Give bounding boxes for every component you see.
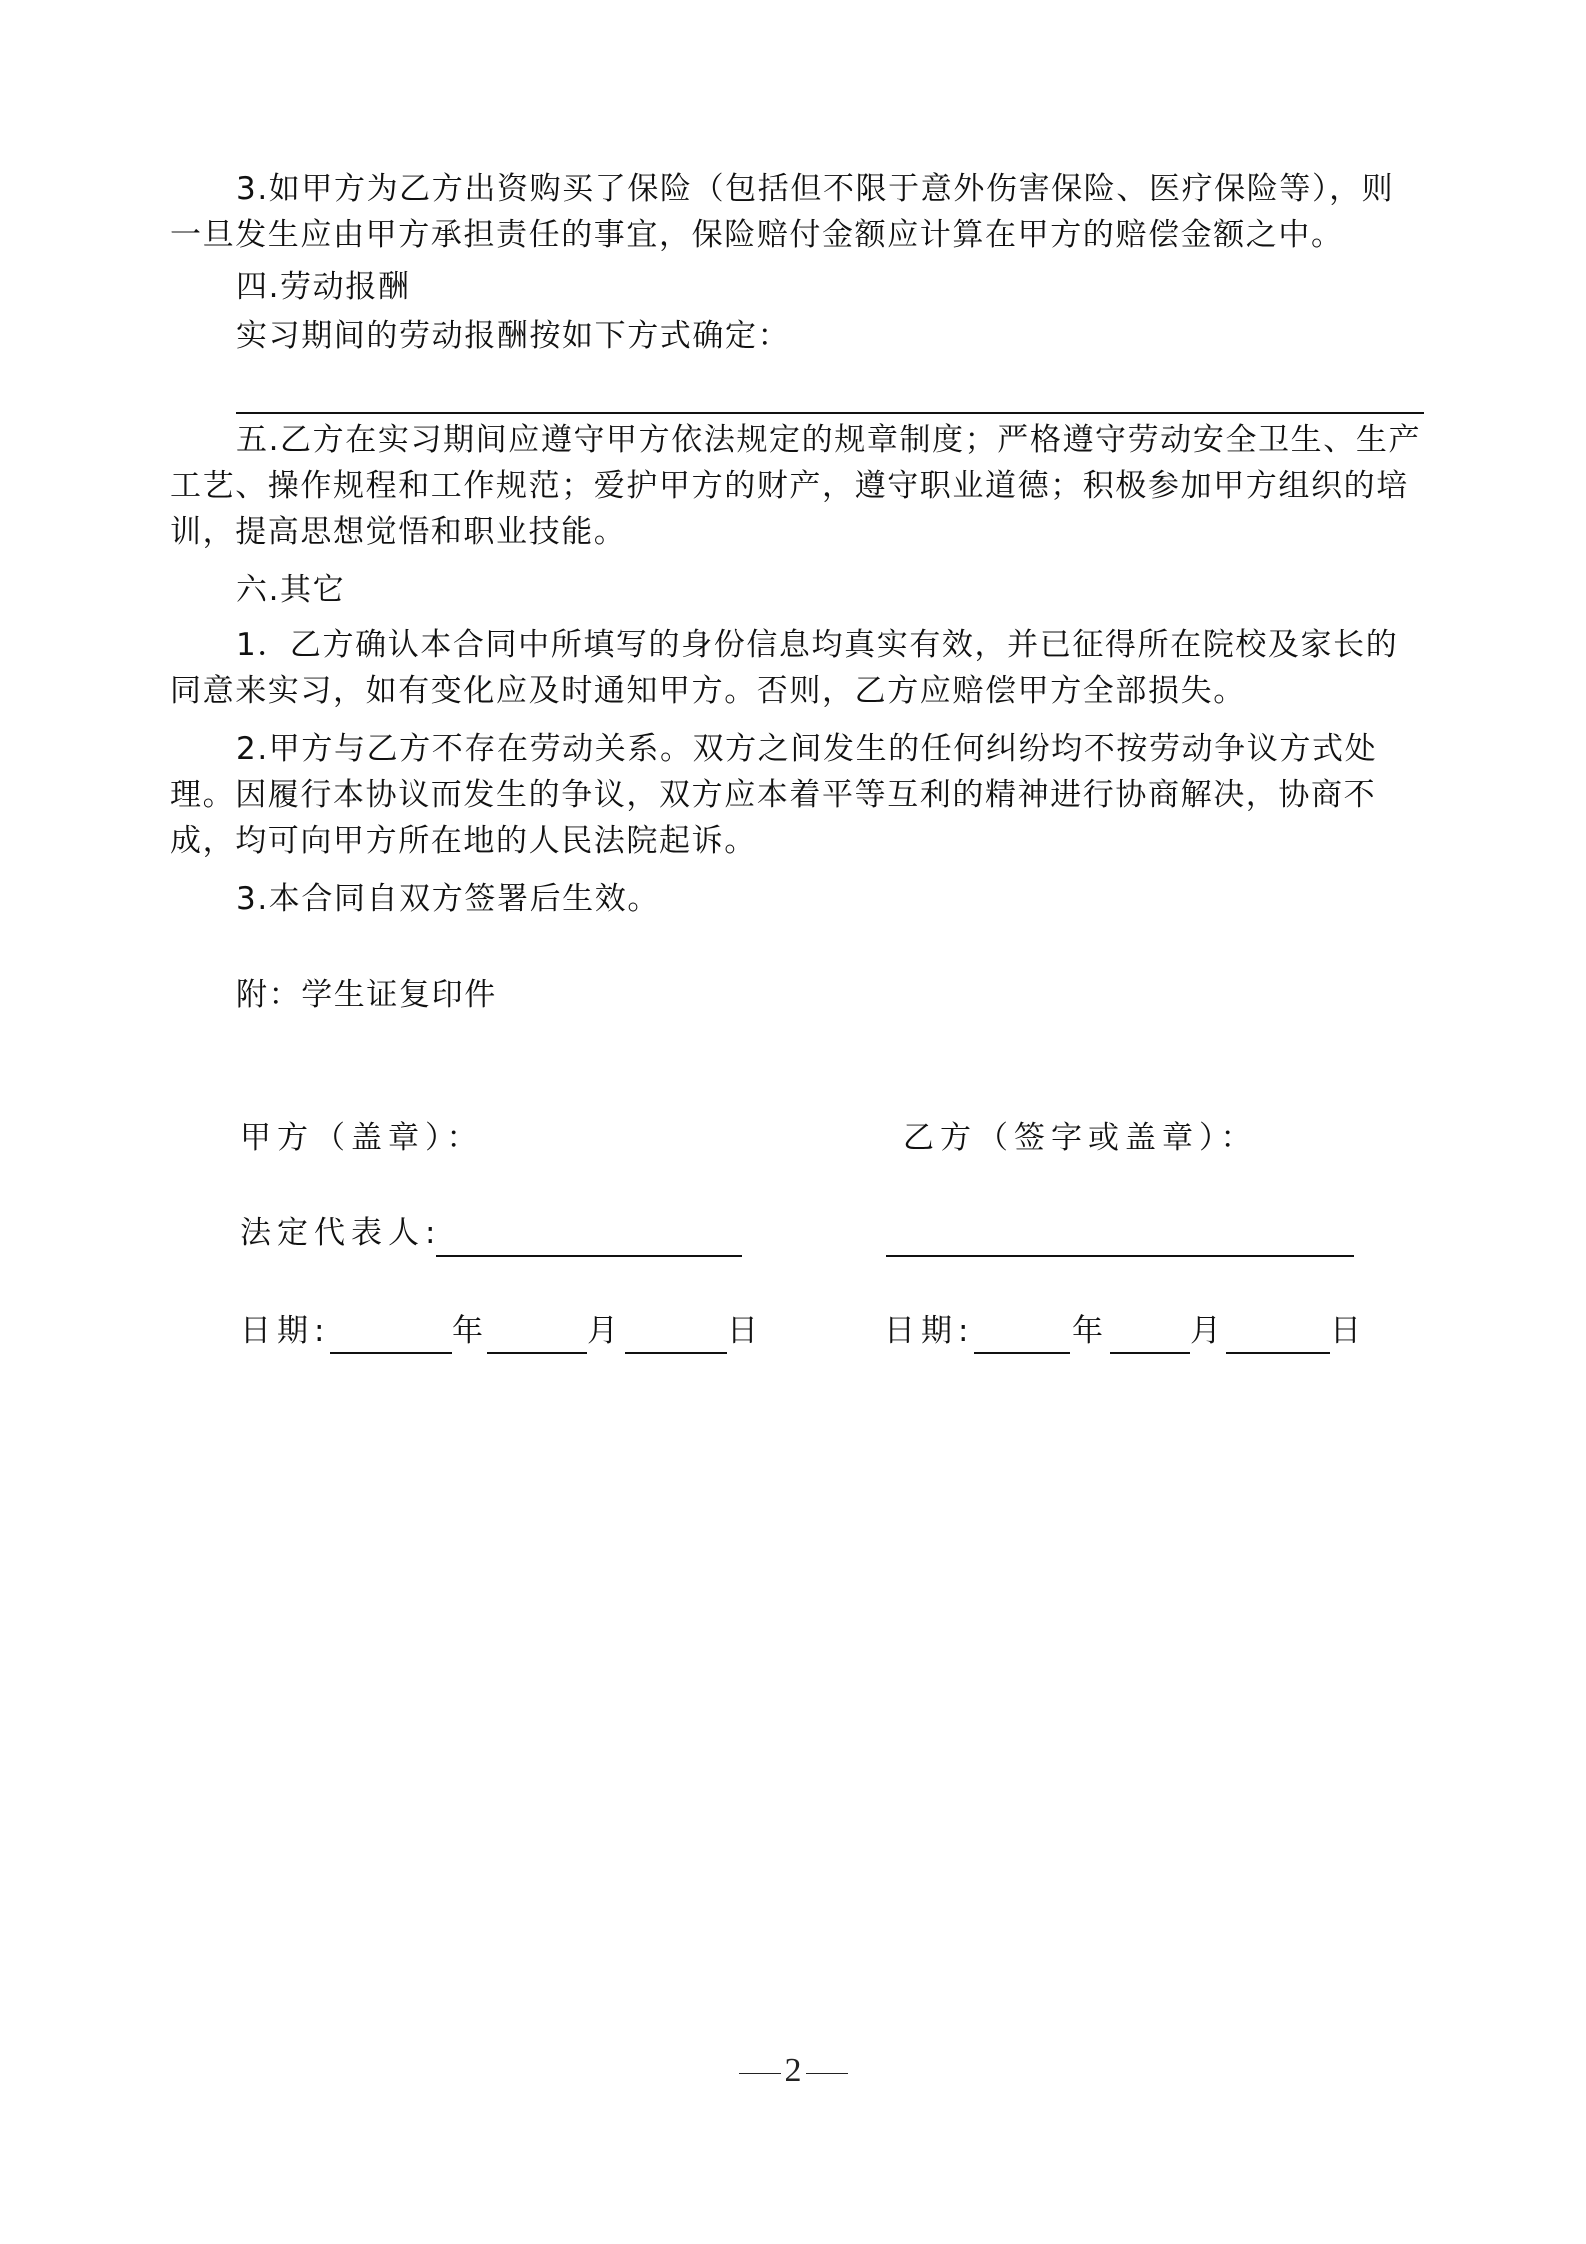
party-a-day-line[interactable] [625,1352,727,1354]
section-6-item-3: 3.本合同自双方签署后生效。 [236,881,660,917]
party-a-day-label: 日 [727,1313,764,1349]
party-b-date-label: 日期: [884,1313,975,1349]
party-b-signature-line[interactable] [886,1255,1354,1257]
party-b-year-line[interactable] [974,1352,1070,1354]
legal-rep-signature-line[interactable] [436,1255,742,1257]
party-a-year-label: 年 [452,1313,489,1349]
party-a-label: 甲方（盖章）： [240,1120,484,1156]
page-number: 2 [784,2052,802,2089]
section-5-body: 五.乙方在实习期间应遵守甲方依法规定的规章制度；严格遵守劳动安全卫生、生产工艺、操作规程和工作规范；爱护甲方的财产，遵守职业道德；积极参加甲方组织的培训，提高思想觉悟和职业技能。 [170,422,1422,550]
party-b-day-line[interactable] [1226,1352,1330,1354]
section-4-heading: 四.劳动报酬 [236,269,411,305]
footer-left-dash [739,2073,781,2074]
party-b-day-label: 日 [1330,1313,1367,1349]
section-6-item-2: 2.甲方与乙方不存在劳动关系。双方之间发生的任何纠纷均不按劳动争议方式处理。因履行本协议而发生的争议，双方应本着平等互利的精神进行协商解决，协商不成，均可向甲方所在地的人民法院起诉。 [170,731,1378,859]
page-footer [0,2052,1586,2090]
attachment-note: 附：学生证复印件 [236,977,497,1013]
party-a-month-label: 月 [587,1313,624,1349]
section-4-body: 实习期间的劳动报酬按如下方式确定： [236,318,791,354]
party-b-year-label: 年 [1072,1313,1109,1349]
party-a-year-line[interactable] [330,1352,452,1354]
party-b-label: 乙方（签字或盖章）： [903,1120,1258,1156]
party-b-month-line[interactable] [1110,1352,1190,1354]
section-6-heading: 六.其它 [236,572,346,608]
party-b-month-label: 月 [1190,1313,1227,1349]
footer-right-dash [806,2073,848,2074]
section-6-item-1: 1．乙方确认本合同中所填写的身份信息均真实有效，并已征得所在院校及家长的同意来实习，如有变化应及时通知甲方。否则，乙方应赔偿甲方全部损失。 [170,627,1399,709]
clause-3-insurance: 3.如甲方为乙方出资购买了保险（包括但不限于意外伤害保险、医疗保险等），则一旦发生应由甲方承担责任的事宜，保险赔付金额应计算在甲方的赔偿金额之中。 [170,171,1395,253]
remuneration-fill-line [236,412,1424,414]
party-a-month-line[interactable] [487,1352,587,1354]
legal-rep-label: 法定代表人: [240,1215,442,1251]
party-a-date-label: 日期: [240,1313,331,1349]
